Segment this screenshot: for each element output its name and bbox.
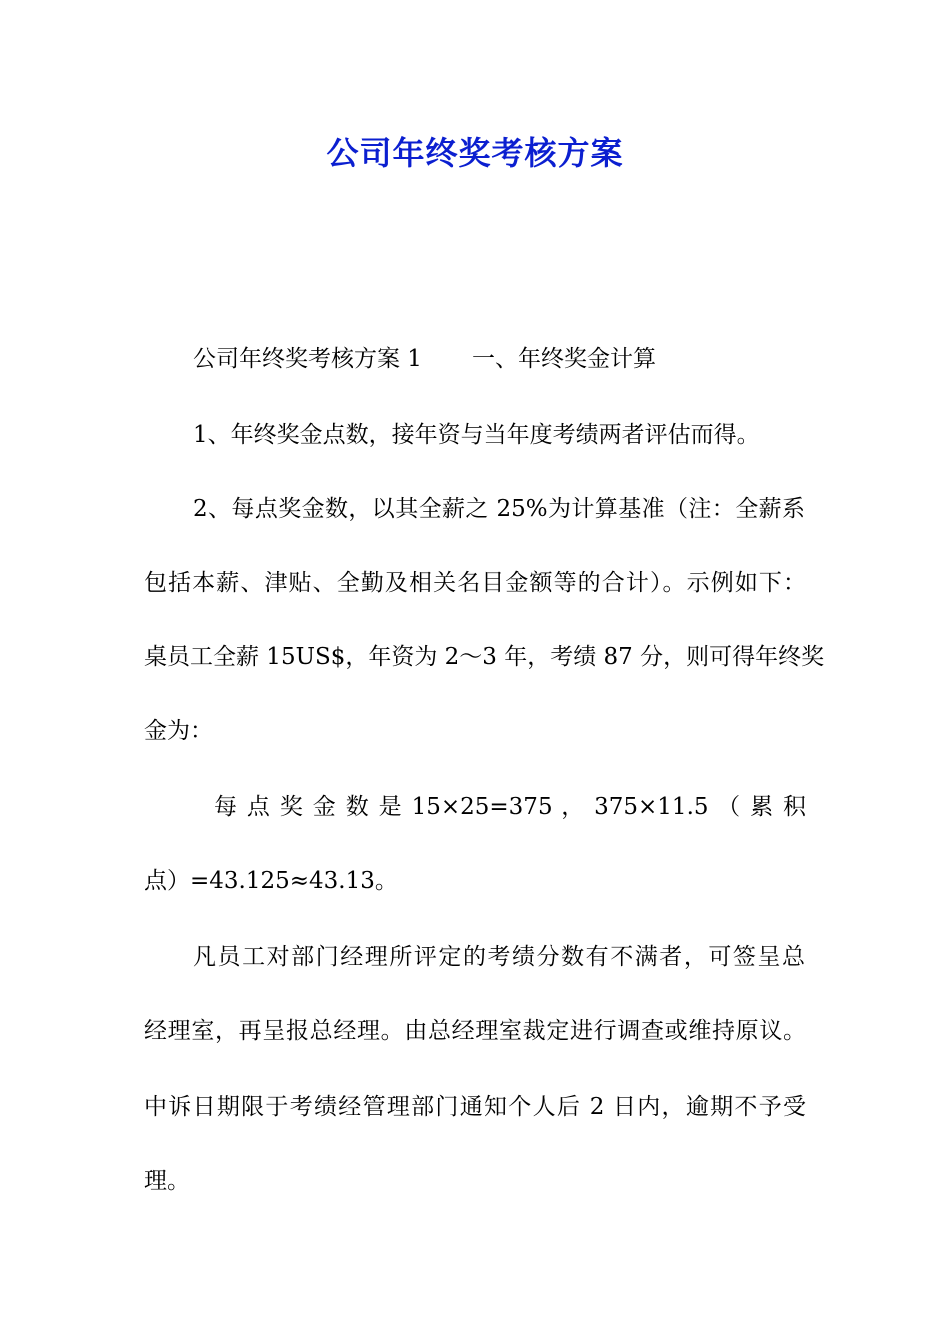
paragraph-line: 金为：	[144, 718, 213, 744]
heading-left: 公司年终奖考核方案 1	[193, 346, 422, 372]
paragraph-line: 每 点 奖 金 数 是 15×25=375 ， 375×11.5 （ 累 积	[214, 794, 806, 820]
paragraph-line: 点）=43.125≈43.13。	[144, 868, 398, 894]
paragraph-line: 桌员工全薪 15US$，年资为 2～3 年，考绩 87 分，则可得年终奖	[144, 644, 825, 670]
paragraph-line: 理。	[144, 1168, 190, 1194]
paragraph-line: 2、每点奖金数，以其全薪之 25%为计算基准（注：全薪系	[193, 496, 805, 522]
paragraph-line: 凡员工对部门经理所评定的考绩分数有不满者，可签呈总	[193, 944, 805, 970]
paragraph-line: 包括本薪、津贴、全勤及相关名目金额等的合计）。示例如下：	[144, 570, 806, 596]
paragraph-line-heading	[193, 344, 656, 374]
paragraph-line: 经理室，再呈报总经理。由总经理室裁定进行调查或维持原议。	[144, 1018, 806, 1044]
document-title: 公司年终奖考核方案	[326, 134, 624, 172]
paragraph-line: 中诉日期限于考绩经管理部门通知个人后 2 日内，逾期不予受	[144, 1094, 806, 1120]
paragraph-line: 1、年终奖金点数，接年资与当年度考绩两者评估而得。	[193, 422, 760, 448]
heading-right: 一、年终奖金计算	[471, 346, 656, 372]
